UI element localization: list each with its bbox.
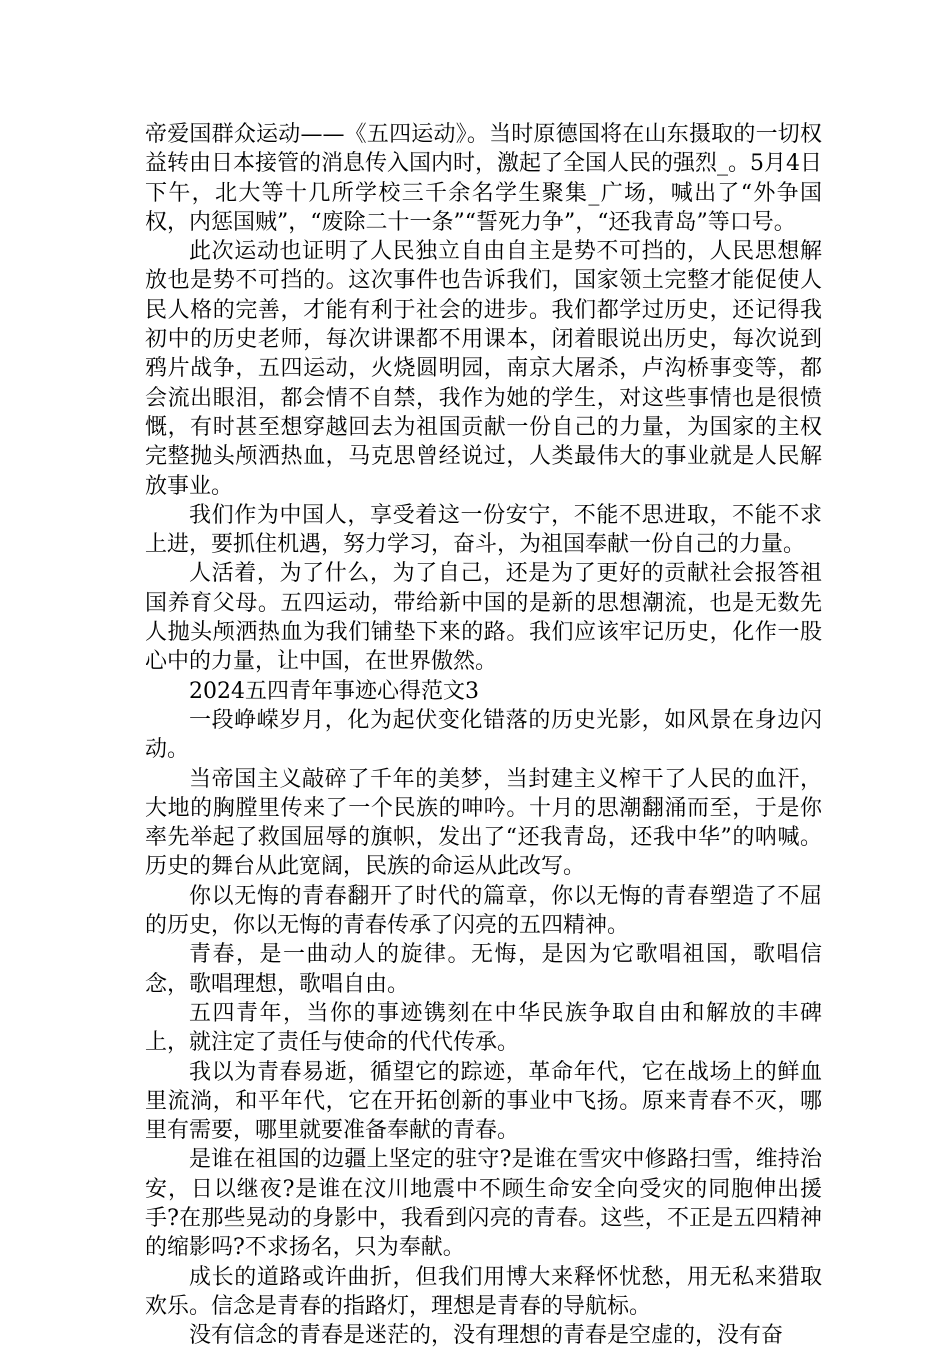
paragraph: 成长的道路或许曲折，但我们用博大来释怀忧愁，用无私来猎取欢乐。信念是青春的指路灯，理想是青春的导航标。 <box>145 1264 822 1319</box>
paragraph: 此次运动也证明了人民独立自由自主是势不可挡的，人民思想解放也是势不可挡的。这次事件也告诉我们，国家领土完整才能促使人民人格的完善，才能有利于社会的进步。我们都学过历史，还记得我初中的历史老师，每次讲课都不用课本，闭着眼说出历史，每次说到鸦片战争，五四运动，火烧圆明园，南京大屠杀，卢沟桥事变等，都会流出眼泪，都会情不自禁，我作为她的学生，对这些事情也是很愤慨，有时甚至想穿越回去为祖国贡献一份自己的力量，为国家的主权完整抛头颅洒热血，马克思曾经说过，人类最伟大的事业就是人民解放事业。 <box>145 239 822 499</box>
paragraph: 青春，是一曲动人的旋律。无悔，是因为它歌唱祖国，歌唱信念，歌唱理想，歌唱自由。 <box>145 942 822 997</box>
paragraph-truncated: 没有信念的青春是迷茫的，没有理想的青春是空虚的，没有奋 <box>189 1323 784 1349</box>
paragraph-continued: 帝爱国群众运动——《五四运动》。当时原德国将在山东摄取的一切权益转由日本接管的消息传入国内时，激起了全国人民的强烈_。5月4日下午，北大等十几所学校三千余名学生聚集_广场，喊出了“外争国权，内惩国贼”，“废除二十一条”“誓死力争”，“还我青岛”等口号。 <box>145 122 822 235</box>
paragraph: 是谁在祖国的边疆上坚定的驻守?是谁在雪灾中修路扫雪，维持治安，日以继夜?是谁在汶川地震中不顾生命安全向受灾的同胞伸出援手?在那些晃动的身影中，我看到闪亮的青春。这些，不正是五四精神的缩影吗?不求扬名，只为奉献。 <box>145 1147 822 1261</box>
paragraph: 一段峥嵘岁月，化为起伏变化错落的历史光影，如风景在身边闪动。 <box>145 707 822 763</box>
paragraph: 我以为青春易逝，循望它的踪迹，革命年代，它在战场上的鲜血里流淌，和平年代，它在开拓创新的事业中飞扬。原来青春不灭，哪里有需要，哪里就要准备奉献的青春。 <box>145 1059 822 1144</box>
section-heading: 2024五四青年事迹心得范文3 <box>189 678 479 704</box>
paragraph: 人活着，为了什么，为了自己，还是为了更好的贡献社会报答祖国养育父母。五四运动，带给新中国的是新的思想潮流，也是无数先人抛头颅洒热血为我们铺垫下来的路。我们应该牢记历史，化作一股心中的力量，让中国，在世界傲然。 <box>145 561 822 675</box>
paragraph: 我们作为中国人，享受着这一份安宁，不能不思进取，不能不求上进，要抓住机遇，努力学习，奋斗，为祖国奉献一份自己的力量。 <box>145 502 822 558</box>
paragraph: 你以无悔的青春翻开了时代的篇章，你以无悔的青春塑造了不屈的历史，你以无悔的青春传承了闪亮的五四精神。 <box>145 883 822 939</box>
paragraph: 五四青年，当你的事迹镌刻在中华民族争取自由和解放的丰碑上，就注定了责任与使命的代代传承。 <box>145 1000 822 1056</box>
paragraph: 当帝国主义敲碎了千年的美梦，当封建主义榨干了人民的血汗，大地的胸膛里传来了一个民族的呻吟。十月的思潮翻涌而至，于是你率先举起了救国屈辱的旗帜，发出了“还我青岛，还我中华”的呐喊。历史的舞台从此宽阔，民族的命运从此改写。 <box>145 766 822 880</box>
